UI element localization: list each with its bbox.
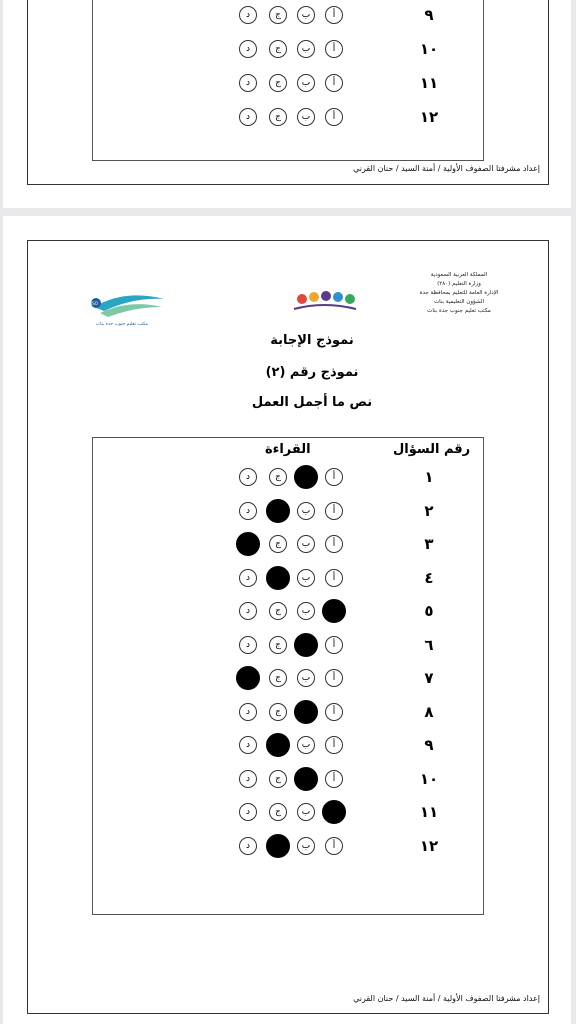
answer-bubble[interactable]: أ [325,837,343,855]
question-row [93,2,483,30]
question-number: ٦ [424,635,434,654]
header-line: المملكة العربية السعودية [430,272,488,278]
answer-bubble[interactable]: ج [269,468,287,486]
answer-bubble[interactable]: د [239,703,257,721]
answer-bubble[interactable]: د [239,837,257,855]
ministry-header [404,271,514,316]
question-row [93,632,483,660]
answer-bubble[interactable]: د [239,6,257,24]
answer-bubble-filled[interactable] [266,566,290,590]
answer-bubble[interactable]: ب [297,6,315,24]
answer-bubble-filled[interactable] [294,465,318,489]
question-number: ٩ [424,736,434,754]
answer-bubble[interactable]: ج [269,636,287,654]
page-top [3,0,571,208]
question-row [93,36,483,64]
answer-bubble[interactable]: ج [269,770,287,788]
page-footer: إعداد مشرفتا الصفوف الأولية / أمنة السيد / حنان القرني [353,164,540,173]
answer-bubble[interactable]: د [239,770,257,788]
answer-bubble[interactable]: ب [297,602,315,620]
logo-caption: مكتب تعليم جنوب جدة بنات [95,322,148,327]
title-form-number: نموذج رقم (٢) [265,365,359,380]
answer-table [92,437,484,915]
question-row [93,464,483,492]
answer-bubble[interactable]: أ [325,736,343,754]
answer-bubble[interactable]: ج [269,803,287,821]
answer-table [92,0,484,161]
answer-bubble[interactable]: د [239,468,257,486]
question-number: ٢ [424,501,434,520]
answer-bubble[interactable]: ج [269,602,287,620]
answer-bubble[interactable]: أ [325,502,343,520]
answer-bubble[interactable]: ج [269,40,287,58]
question-number: ١٢ [419,108,439,126]
answer-bubble[interactable]: أ [325,703,343,721]
question-row [93,70,483,98]
question-row [93,833,483,861]
question-number: ٩ [424,6,434,24]
answer-bubble[interactable]: ج [269,108,287,126]
page-frame [27,0,549,185]
answer-bubble[interactable]: د [239,74,257,92]
answer-bubble-filled[interactable] [266,834,290,858]
question-number: ١١ [419,74,439,92]
answer-bubble[interactable]: ج [269,6,287,24]
question-number: ٥ [424,602,434,620]
answer-bubble[interactable]: ب [297,74,315,92]
question-number: ١ [424,468,434,486]
answer-bubble-filled[interactable] [294,700,318,724]
answer-bubble[interactable]: أ [325,108,343,126]
page-frame [27,240,549,1014]
question-row [93,498,483,526]
answer-bubble[interactable]: د [239,736,257,754]
answer-bubble[interactable]: د [239,40,257,58]
answer-bubble-filled[interactable] [322,599,346,623]
answer-bubble[interactable]: أ [325,468,343,486]
answer-bubble-filled[interactable] [294,633,318,657]
answer-bubble-filled[interactable] [294,767,318,791]
column-header-reading: القراءة [265,442,311,457]
answer-bubble[interactable]: د [239,569,257,587]
column-header-question: رقم السؤال [393,442,471,457]
question-row [93,598,483,626]
question-row [93,104,483,132]
answer-bubble[interactable]: أ [325,535,343,553]
question-number: ١٠ [419,40,439,58]
answer-bubble[interactable]: د [239,803,257,821]
question-row [93,565,483,593]
question-number: ١٢ [419,836,439,855]
vision-logo [284,285,364,315]
answer-bubble[interactable]: ب [297,569,315,587]
answer-bubble[interactable]: ج [269,669,287,687]
question-row [93,799,483,827]
answer-bubble-filled[interactable] [322,800,346,824]
title-answer-key: نموذج الإجابة [270,333,354,348]
answer-bubble[interactable]: أ [325,669,343,687]
answer-bubble-filled[interactable] [266,733,290,757]
question-number: ١٠ [419,769,439,788]
title-text-name: نص ما أجمل العمل [251,395,373,410]
question-row [93,766,483,794]
answer-bubble[interactable]: ب [297,837,315,855]
answer-bubble[interactable]: ب [297,669,315,687]
answer-bubble[interactable]: أ [325,40,343,58]
education-office-logo [84,285,168,333]
answer-bubble[interactable]: ج [269,535,287,553]
answer-bubble[interactable]: أ [325,569,343,587]
header-line: الشؤون التعليمية بنات [434,299,484,305]
answer-bubble[interactable]: ب [297,535,315,553]
answer-bubble-filled[interactable] [266,499,290,523]
answer-bubble-filled[interactable] [236,666,260,690]
question-row [93,699,483,727]
header-line: الإدارة العامة للتعليم بمحافظة جدة [419,290,499,296]
answer-bubble[interactable]: ب [297,803,315,821]
question-row [93,665,483,693]
answer-bubble[interactable]: ب [297,502,315,520]
question-row [93,732,483,760]
question-number: ٤ [424,568,434,587]
header-line: مكتب تعليم جنوب جدة بنات [427,308,491,314]
answer-bubble[interactable]: أ [325,6,343,24]
answer-bubble-filled[interactable] [236,532,260,556]
answer-bubble[interactable]: ج [269,703,287,721]
answer-bubble[interactable]: ج [269,74,287,92]
answer-bubble[interactable]: ب [297,736,315,754]
answer-bubble[interactable]: ب [297,108,315,126]
page-footer: إعداد مشرفتا الصفوف الأولية / أمنة السيد / حنان القرني [353,994,540,1003]
answer-bubble[interactable]: أ [325,770,343,788]
question-number: ٣ [424,535,434,553]
question-number: ٨ [424,702,434,721]
answer-bubble[interactable]: د [239,636,257,654]
answer-bubble[interactable]: ب [297,40,315,58]
answer-bubble[interactable]: أ [325,636,343,654]
answer-bubble[interactable]: د [239,502,257,520]
header-line: وزارة التعليم (٢٨٠) [437,281,481,287]
answer-bubble[interactable]: د [239,602,257,620]
question-number: ٧ [424,669,434,687]
iso-badge: ISO [91,301,98,306]
question-row [93,531,483,559]
answer-bubble[interactable]: د [239,108,257,126]
page-bottom [3,216,571,1024]
answer-bubble[interactable]: أ [325,74,343,92]
question-number: ١١ [419,803,439,821]
